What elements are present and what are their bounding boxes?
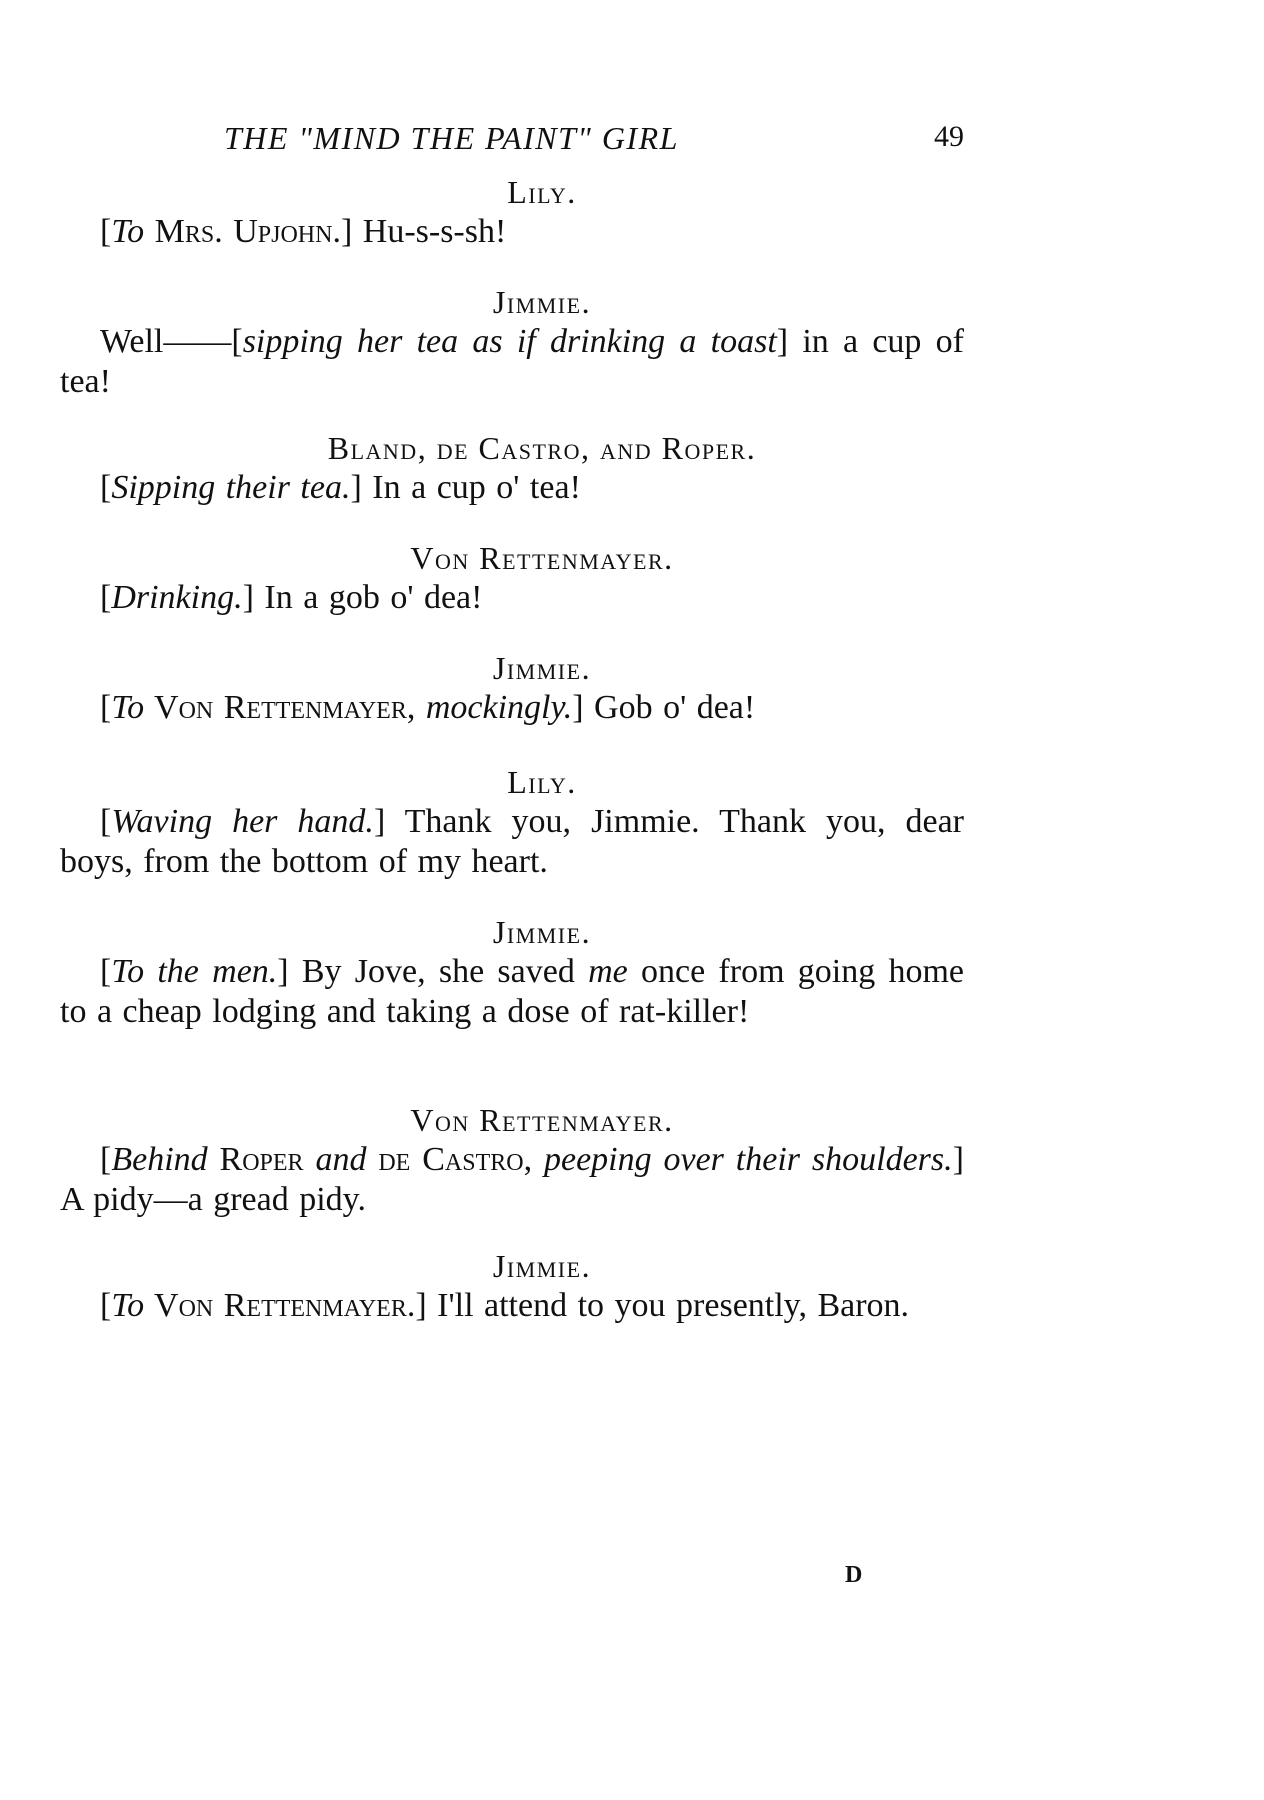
dialogue-text: ] In a cup o' tea! xyxy=(350,469,581,506)
stage-direction-text: sipping her tea as if drinking a toast xyxy=(242,323,777,360)
speech-line xyxy=(60,688,964,728)
stage-direction-text: To xyxy=(111,689,145,726)
speaker-name: Jimmie. xyxy=(492,914,592,950)
dialogue-block xyxy=(60,648,964,728)
speech-line xyxy=(60,322,964,402)
speech-line xyxy=(60,1286,964,1326)
dialogue-text: ] A pidy—a gread pidy. xyxy=(60,1141,964,1218)
dialogue-block xyxy=(60,538,964,618)
dialogue-block xyxy=(60,428,964,508)
speaker-name: Jimmie. xyxy=(492,650,592,686)
signature-mark: D xyxy=(845,1562,863,1588)
character-reference: Von Rettenmayer, xyxy=(144,689,426,726)
dialogue-text: ] Hu-s-s-sh! xyxy=(340,213,507,250)
speech-line xyxy=(60,802,964,882)
dialogue-block xyxy=(60,762,964,882)
character-reference: Roper xyxy=(207,1141,316,1178)
stage-direction-text: Drinking. xyxy=(111,579,243,616)
stage-direction-text: Waving her hand. xyxy=(111,803,374,840)
dialogue-block xyxy=(60,912,964,1032)
stage-direction-text: To xyxy=(111,1287,145,1324)
speaker-name: Bland, de Castro, and Roper. xyxy=(327,430,757,466)
speaker-name: Lily. xyxy=(507,764,577,800)
stage-direction-text: and xyxy=(315,1141,367,1178)
dialogue-text: [ xyxy=(100,1141,112,1178)
dialogue-text: [ xyxy=(100,689,112,726)
speech-line xyxy=(60,1140,964,1220)
speech-line xyxy=(60,212,964,252)
speaker-name: Jimmie. xyxy=(492,284,592,320)
speaker-name: Lily. xyxy=(507,174,577,210)
running-head xyxy=(224,120,964,160)
dialogue-text: [ xyxy=(100,469,112,506)
stage-direction-text: me xyxy=(588,953,628,990)
dialogue-block xyxy=(60,282,964,402)
speech-line xyxy=(60,578,964,618)
character-reference: Mrs. Upjohn. xyxy=(144,213,341,250)
speaker-name: Von Rettenmayer. xyxy=(410,1102,674,1138)
dialogue-text: [ xyxy=(100,1287,112,1324)
stage-direction-text: mockingly. xyxy=(425,689,573,726)
speech-line xyxy=(60,952,964,1032)
dialogue-block xyxy=(60,1246,964,1326)
speaker-name: Jimmie. xyxy=(492,1248,592,1284)
stage-direction-text: Behind xyxy=(111,1141,208,1178)
dialogue-text: ] In a gob o' dea! xyxy=(242,579,483,616)
dialogue-text: [ xyxy=(100,213,112,250)
dialogue-block xyxy=(60,172,964,252)
stage-direction-text: To the men. xyxy=(111,953,278,990)
dialogue-text: ] I'll attend to you presently, Baron. xyxy=(415,1287,910,1324)
dialogue-block xyxy=(60,1100,964,1220)
dialogue-text: ] Gob o' dea! xyxy=(572,689,756,726)
dialogue-text: once from going home to a cheap lodging and taking a dose of rat-killer! xyxy=(60,953,964,1030)
dialogue-text: Well——[ xyxy=(100,323,243,360)
dialogue-text: ] in a cup of tea! xyxy=(60,323,964,400)
dialogue-text: ] By Jove, she saved xyxy=(277,953,589,990)
dialogue-text: ] Thank you, Jimmie. Thank you, dear boys, from the bottom of my heart. xyxy=(60,803,964,880)
page-number: 49 xyxy=(934,120,964,153)
running-title: THE "MIND THE PAINT" GIRL xyxy=(224,120,679,156)
speech-line xyxy=(60,468,964,508)
stage-direction-text: Sipping their tea. xyxy=(111,469,351,506)
dialogue-text: [ xyxy=(100,579,112,616)
stage-direction-text: To xyxy=(111,213,145,250)
speaker-name: Von Rettenmayer. xyxy=(410,540,674,576)
character-reference: de Castro, xyxy=(366,1141,544,1178)
character-reference: Von Rettenmayer. xyxy=(144,1287,416,1324)
stage-direction-text: peeping over their shoulders. xyxy=(543,1141,953,1178)
dialogue-text: [ xyxy=(100,953,112,990)
dialogue-text: [ xyxy=(100,803,112,840)
